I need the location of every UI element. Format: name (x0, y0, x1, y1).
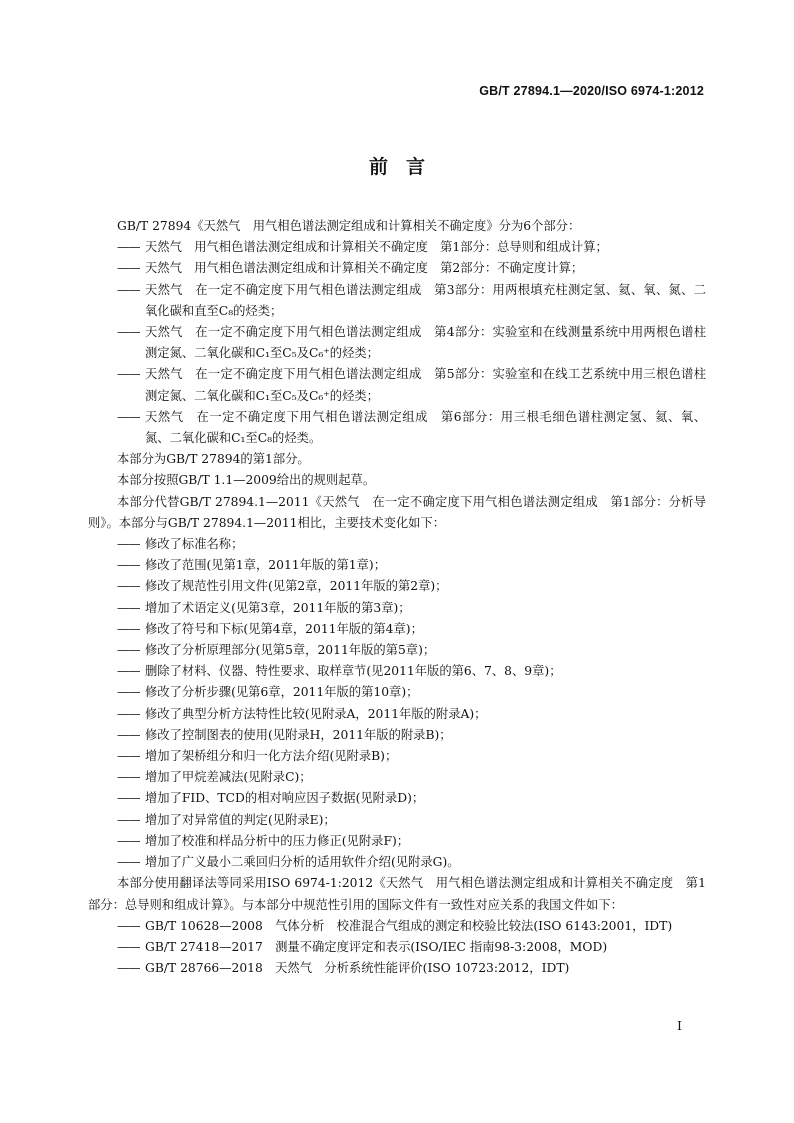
list-item-text: 增加了对异常值的判定(见附录E)； (145, 812, 336, 827)
dash: —— (117, 685, 140, 700)
list-item-text: 增加了广义最小二乘回归分析的适用软件介绍(见附录G)。 (145, 855, 460, 870)
dash: —— (117, 855, 140, 870)
list-item-text: 增加了甲烷差减法(见附录C)； (145, 770, 312, 785)
list-item-text: 天然气 在一定不确定度下用气相色谱法测定组成 第6部分：用三根毛细色谱柱测定氢、氦、氧、氮、二氧化碳和C₁至C₈的烃类。 (145, 409, 706, 446)
list-item (88, 958, 706, 979)
list-item-text: 天然气 在一定不确定度下用气相色谱法测定组成 第5部分：实验室和在线工艺系统中用三根色谱柱测定氮、二氧化碳和C₁至C₅及C₆⁺的烃类； (145, 367, 706, 403)
list-item-text: 修改了标准名称； (145, 537, 244, 552)
list-item-text: 天然气 用气相色谱法测定组成和计算相关不确定度 第1部分：总导则和组成计算； (145, 240, 608, 255)
list-item (88, 937, 706, 958)
list-item (88, 704, 706, 725)
dash: —— (117, 409, 140, 424)
dash: —— (117, 727, 140, 742)
references-list (88, 916, 706, 980)
list-item-text: 增加了架桥组分和归一化方法介绍(见附录B)； (145, 749, 398, 764)
list-item (88, 746, 706, 767)
list-item (88, 767, 706, 788)
list-item (88, 619, 706, 640)
list-item-text: 增加了校准和样品分析中的压力修正(见附录F)； (145, 833, 410, 848)
list-item-text: GB/T 27418—2017 测量不确定度评定和表示(ISO/IEC 指南98-3:2008，MOD) (145, 939, 608, 954)
dash: —— (117, 812, 140, 827)
dash: —— (117, 918, 140, 933)
list-item (88, 407, 706, 449)
page-title: 前言 (368, 156, 443, 178)
list-item (88, 598, 706, 619)
dash: —— (117, 579, 140, 594)
list-item-text: 修改了分析原理部分(见第5章，2011年版的第5章)； (145, 643, 436, 658)
intro-paragraph: GB/T 27894《天然气 用气相色谱法测定组成和计算相关不确定度》分为6个部分： (117, 219, 581, 233)
parts-list (88, 237, 706, 449)
list-item-text: 修改了范围(见第1章，2011年版的第1章)； (145, 558, 386, 573)
list-item-text: 天然气 在一定不确定度下用气相色谱法测定组成 第4部分：实验室和在线测量系统中用两根色谱柱测定氮、二氧化碳和C₁至C₅及C₆⁺的烃类； (145, 325, 706, 361)
dash: —— (117, 833, 140, 848)
list-item-text: 修改了符号和下标(见第4章，2011年版的第4章)； (145, 621, 423, 636)
list-item-text: 修改了规范性引用文件(见第2章，2011年版的第2章)； (145, 579, 448, 594)
list-item (88, 640, 706, 661)
replacement-statement: 本部分代替GB/T 27894.1—2011《天然气 在一定不确定度下用气相色谱法测定组成 第1部分：分析导则》。本部分与GB/T 27894.1—2011相比，主要技术变化如下： (88, 494, 706, 530)
list-item (88, 555, 706, 576)
list-item (88, 280, 706, 322)
dash: —— (117, 261, 140, 276)
dash: —— (117, 537, 140, 552)
standard-code: GB/T 27894.1—2020/ISO 6974-1:2012 (479, 84, 704, 98)
list-item (88, 258, 706, 279)
list-item (88, 916, 706, 937)
list-item (88, 534, 706, 555)
list-item-text: 增加了FID、TCD的相对响应因子数据(见附录D)； (145, 791, 425, 806)
dash: —— (117, 282, 140, 297)
list-item-text: 天然气 在一定不确定度下用气相色谱法测定组成 第3部分：用两根填充柱测定氢、氦、氧、氮、二氧化碳和直至C₈的烃类； (145, 282, 706, 318)
list-item-text: 修改了控制图表的使用(见附录H，2011年版的附录B)； (145, 727, 452, 742)
translation-statement: 本部分使用翻译法等同采用ISO 6974-1:2012《天然气 用气相色谱法测定组成和计算相关不确定度 第1部分：总导则和组成计算》。与本部分中规范性引用的国际文件有一致性对应关系的我国文件如下： (88, 876, 706, 912)
rules-statement: 本部分按照GB/T 1.1—2009给出的规则起草。 (117, 473, 376, 488)
list-item (88, 364, 706, 406)
page-number: I (677, 1018, 682, 1033)
part-statement: 本部分为GB/T 27894的第1部分。 (117, 452, 310, 467)
list-item (88, 725, 706, 746)
dash: —— (117, 367, 140, 382)
dash: —— (117, 325, 140, 340)
list-item (88, 682, 706, 703)
dash: —— (117, 558, 140, 573)
document-body (88, 216, 706, 979)
list-item (88, 322, 706, 364)
dash: —— (117, 770, 140, 785)
list-item (88, 852, 706, 873)
list-item-text: 删除了材料、仪器、特性要求、取样章节(见2011年版的第6、7、8、9章)； (145, 664, 562, 679)
list-item (88, 831, 706, 852)
dash: —— (117, 961, 140, 976)
list-item-text: GB/T 10628—2008 气体分析 校准混合气组成的测定和校验比较法(ISO 6143:2001，IDT) (145, 918, 673, 933)
list-item (88, 788, 706, 809)
changes-list (88, 534, 706, 873)
dash: —— (117, 749, 140, 764)
list-item-text: 修改了典型分析方法特性比较(见附录A，2011年版的附录A)； (145, 706, 487, 721)
list-item-text: 增加了术语定义(见第3章，2011年版的第3章)； (145, 600, 411, 615)
dash: —— (117, 664, 140, 679)
dash: —— (117, 939, 140, 954)
dash: —— (117, 643, 140, 658)
dash: —— (117, 791, 140, 806)
dash: —— (117, 600, 140, 615)
list-item (88, 237, 706, 258)
list-item-text: 天然气 用气相色谱法测定组成和计算相关不确定度 第2部分：不确定度计算； (145, 261, 584, 276)
dash: —— (117, 621, 140, 636)
dash: —— (117, 706, 140, 721)
list-item (88, 576, 706, 597)
list-item-text: 修改了分析步骤(见第6章，2011年版的第10章)； (145, 685, 419, 700)
list-item-text: GB/T 28766—2018 天然气 分析系统性能评价(ISO 10723:2012，IDT) (145, 961, 570, 976)
dash: —— (117, 240, 140, 255)
list-item (88, 661, 706, 682)
list-item (88, 810, 706, 831)
